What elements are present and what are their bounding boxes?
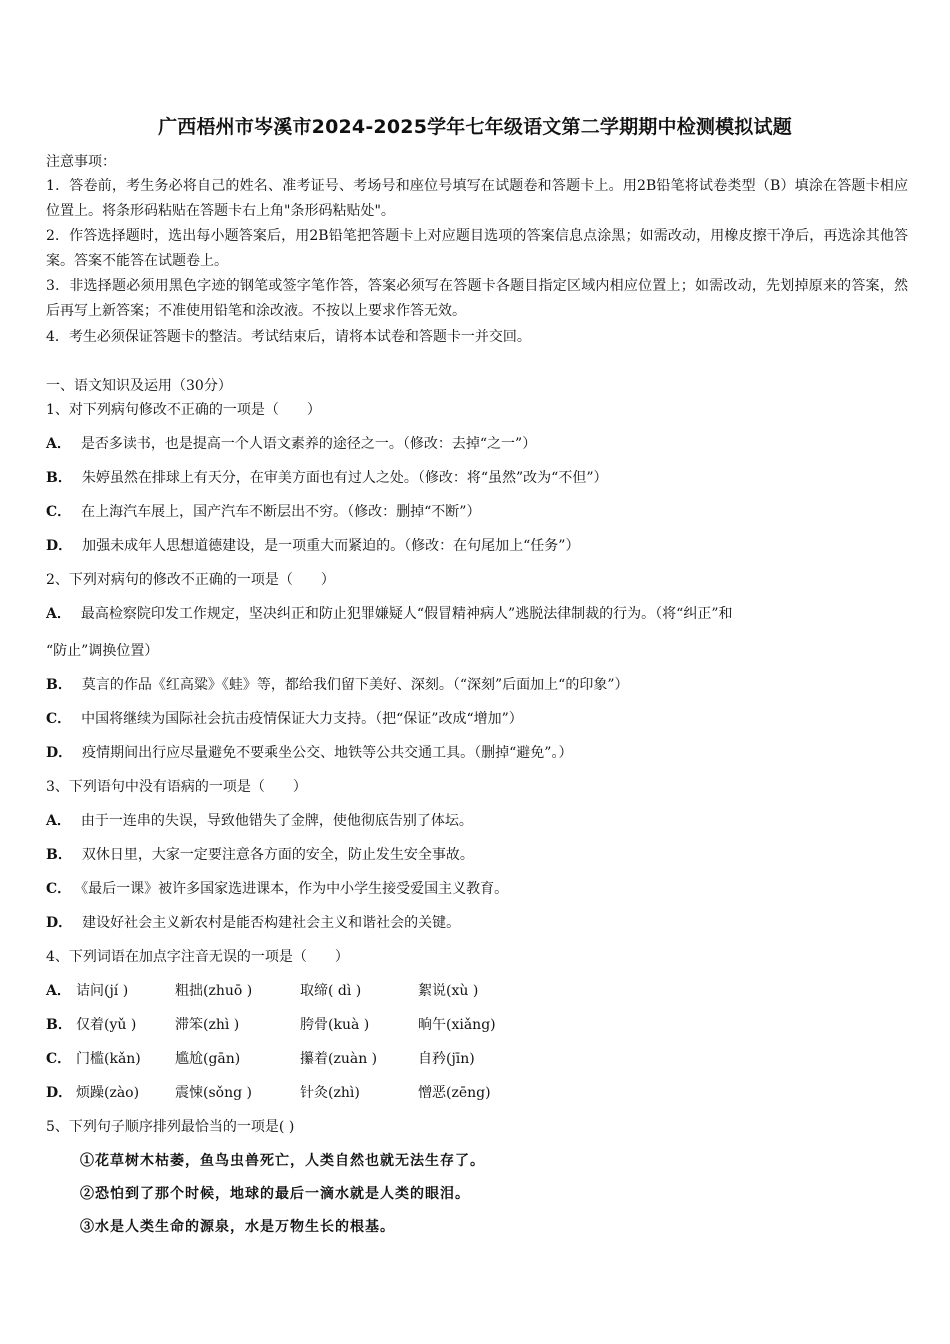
pinyin-row-letter: D． [46, 1085, 73, 1101]
option-text: 最高检察院印发工作规定，坚决纠正和防止犯罪嫌疑人“假冒精神病人”逃脱法律制裁的行为。（将“纠正”和 [80, 606, 733, 622]
option [46, 502, 480, 522]
question-stem: 2、下列对病句的修改不正确的一项是（ ） [46, 572, 335, 588]
pinyin-word: 门槛(kǎn) [76, 1051, 141, 1067]
option-text: 朱婷虽然在排球上有天分，在审美方面也有过人之处。（修改：将“虽然”改为“不但”） [81, 470, 608, 486]
pinyin-word: 憎恶(zēng) [418, 1085, 491, 1101]
option [46, 434, 536, 454]
pinyin-word: 晌午(xiǎng) [418, 1017, 496, 1033]
option-letter: C． [46, 504, 72, 520]
option-text: 疫情期间出行应尽量避免不要乘坐公交、地铁等公共交通工具。（删掉“避免”。） [82, 745, 573, 761]
option [46, 675, 628, 695]
option-text-continued: “防止”调换位置） [46, 643, 159, 659]
option-letter: B． [46, 470, 72, 486]
pinyin-word: 絮说(xù ) [418, 983, 479, 999]
notice-item: 2．作答选择题时，选出每小题答案后，用2B铅笔把答题卡上对应题目选项的答案信息点涂黑；如需改动，用橡皮擦干净后，再选涂其他答案。答案不能答在试题卷上。 [46, 228, 908, 269]
pinyin-word: 攥着(zuàn ) [300, 1051, 378, 1067]
sentence-item: ②恐怕到了那个时候，地球的最后一滴水就是人类的眼泪。 [80, 1186, 470, 1202]
pinyin-row-letter: C． [46, 1051, 72, 1067]
option [46, 879, 508, 899]
option-letter: A． [46, 436, 71, 452]
option [46, 913, 460, 933]
question-stem: 1、对下列病句修改不正确的一项是（ ） [46, 402, 321, 418]
option-letter: D． [46, 538, 73, 554]
pinyin-word: 自矜(jīn) [418, 1051, 475, 1067]
pinyin-word: 针灸(zhì) [300, 1085, 360, 1101]
sentence-item: ③水是人类生命的源泉，水是万物生长的根基。 [80, 1219, 395, 1235]
option [46, 468, 607, 488]
option-letter: C． [46, 881, 72, 897]
option-letter: D． [46, 915, 73, 931]
option-text: 由于一连串的失误，导致他错失了金牌，使他彻底告别了体坛。 [80, 813, 473, 829]
option-text: 双休日里，大家一定要注意各方面的安全，防止发生安全事故。 [81, 847, 474, 863]
pinyin-word: 尴尬(gān) [175, 1051, 241, 1067]
notice-item: 1．答卷前，考生务必将自己的姓名、准考证号、考场号和座位号填写在试题卷和答题卡上。用2B铅笔将试卷类型（B）填涂在答题卡相应位置上。将条形码粘贴在答题卡右上角"条形码粘贴处"。 [46, 178, 908, 219]
pinyin-word: 烦躁(zào) [76, 1085, 140, 1101]
notice-item: 4．考生必须保证答题卡的整洁。考试结束后，请将本试卷和答题卡一并交回。 [46, 329, 531, 345]
option-text: 加强未成年人思想道德建设，是一项重大而紧迫的。（修改：在句尾加上“任务”） [82, 538, 580, 554]
page-title: 广西梧州市岑溪市2024-2025学年七年级语文第二学期期中检测模拟试题 [158, 116, 792, 138]
pinyin-row-letter: A． [46, 983, 71, 999]
question-stem: 5、下列句子顺序排列最恰当的一项是( ) [46, 1119, 295, 1135]
option [46, 709, 523, 729]
option [46, 743, 572, 763]
pinyin-word: 粗拙(zhuō ) [175, 983, 253, 999]
option [46, 536, 579, 556]
option-letter: A． [46, 813, 71, 829]
pinyin-word: 震悚(sǒng ) [175, 1085, 252, 1101]
pinyin-word: 胯骨(kuà ) [300, 1017, 370, 1033]
option [46, 845, 474, 865]
option-text: 中国将继续为国际社会抗击疫情保证大力支持。（把“保证”改成“增加”） [81, 711, 523, 727]
option-text: 建设好社会主义新农村是能否构建社会主义和谐社会的关键。 [82, 915, 461, 931]
notice-item: 3．非选择题必须用黑色字迹的钢笔或签字笔作答，答案必须写在答题卡各题目指定区域内相应位置上；如需改动，先划掉原来的答案，然后再写上新答案；不准使用铅笔和涂改液。不按以上要求作答无效。 [46, 278, 908, 319]
option-letter: B． [46, 847, 72, 863]
question-stem: 4、下列词语在加点字注音无误的一项是（ ） [46, 949, 349, 965]
option-text: 在上海汽车展上，国产汽车不断层出不穷。（修改：删掉“不断”） [81, 504, 481, 520]
option-text: 莫言的作品《红高粱》《蛙》等，都给我们留下美好、深刻。（“深刻”后面加上“的印象”） [81, 677, 629, 693]
pinyin-word: 诘问(jí ) [76, 983, 129, 999]
pinyin-word: 仅着(yǔ ) [76, 1017, 137, 1033]
notice-heading: 注意事项： [46, 154, 116, 170]
pinyin-word: 滞笨(zhì ) [175, 1017, 240, 1033]
option-letter: A． [46, 606, 71, 622]
pinyin-word: 取缔( dì ) [300, 983, 362, 999]
option-text: 《最后一课》被许多国家选进课本，作为中小学生接受爱国主义教育。 [81, 881, 509, 897]
question-stem: 3、下列语句中没有语病的一项是（ ） [46, 779, 307, 795]
sentence-item: ①花草树木枯萎，鱼鸟虫兽死亡，人类自然也就无法生存了。 [80, 1153, 485, 1169]
option [46, 604, 733, 624]
pinyin-row-letter: B． [46, 1017, 72, 1033]
section-heading: 一、语文知识及运用（30分） [46, 378, 232, 394]
option-letter: C． [46, 711, 72, 727]
option-text: 是否多读书，也是提高一个人语文素养的途径之一。（修改：去掉“之一”） [80, 436, 537, 452]
option-letter: B． [46, 677, 72, 693]
option [46, 811, 473, 831]
option-letter: D． [46, 745, 73, 761]
